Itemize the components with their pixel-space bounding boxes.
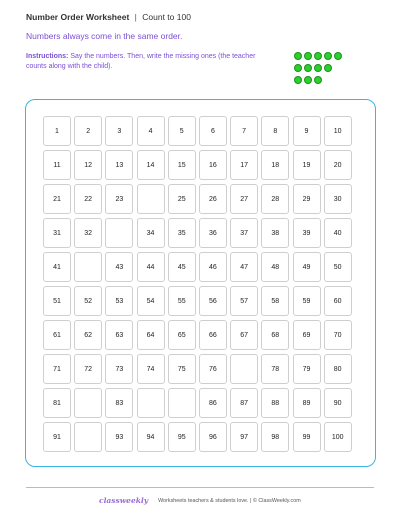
number-cell: 28 bbox=[261, 184, 289, 214]
number-cell: 46 bbox=[199, 252, 227, 282]
blank-cell[interactable] bbox=[74, 388, 102, 418]
number-cell: 70 bbox=[324, 320, 352, 350]
number-cell: 34 bbox=[137, 218, 165, 248]
green-dot-icon bbox=[334, 52, 342, 60]
number-cell: 44 bbox=[137, 252, 165, 282]
header-separator: | bbox=[134, 12, 137, 22]
number-cell: 26 bbox=[199, 184, 227, 214]
number-cell: 50 bbox=[324, 252, 352, 282]
number-cell: 65 bbox=[168, 320, 196, 350]
blank-cell[interactable] bbox=[74, 252, 102, 282]
green-dot-icon bbox=[304, 52, 312, 60]
number-cell: 14 bbox=[137, 150, 165, 180]
green-dot-icon bbox=[324, 52, 332, 60]
number-cell: 47 bbox=[230, 252, 258, 282]
number-cell: 87 bbox=[230, 388, 258, 418]
footer-divider bbox=[26, 487, 374, 488]
number-cell: 40 bbox=[324, 218, 352, 248]
number-cell: 64 bbox=[137, 320, 165, 350]
number-cell: 66 bbox=[199, 320, 227, 350]
number-cell: 35 bbox=[168, 218, 196, 248]
green-dot-icon bbox=[294, 52, 302, 60]
number-cell: 10 bbox=[324, 116, 352, 146]
number-cell: 4 bbox=[137, 116, 165, 146]
number-cell: 23 bbox=[105, 184, 133, 214]
number-cell: 15 bbox=[168, 150, 196, 180]
number-cell: 63 bbox=[105, 320, 133, 350]
number-cell: 86 bbox=[199, 388, 227, 418]
number-cell: 55 bbox=[168, 286, 196, 316]
number-cell: 94 bbox=[137, 422, 165, 452]
number-cell: 31 bbox=[43, 218, 71, 248]
number-cell: 56 bbox=[199, 286, 227, 316]
blank-cell[interactable] bbox=[137, 184, 165, 214]
green-dot-icon bbox=[314, 76, 322, 84]
number-cell: 88 bbox=[261, 388, 289, 418]
number-cell: 16 bbox=[199, 150, 227, 180]
number-cell: 41 bbox=[43, 252, 71, 282]
footer bbox=[99, 496, 301, 505]
green-dot-icon bbox=[304, 64, 312, 72]
worksheet-header bbox=[26, 12, 376, 22]
number-cell: 79 bbox=[293, 354, 321, 384]
number-cell: 76 bbox=[199, 354, 227, 384]
number-cell: 22 bbox=[74, 184, 102, 214]
number-cell: 58 bbox=[261, 286, 289, 316]
blank-cell[interactable] bbox=[137, 388, 165, 418]
number-cell: 98 bbox=[261, 422, 289, 452]
number-cell: 38 bbox=[261, 218, 289, 248]
number-cell: 5 bbox=[168, 116, 196, 146]
number-cell: 54 bbox=[137, 286, 165, 316]
number-cell: 78 bbox=[261, 354, 289, 384]
number-cell: 7 bbox=[230, 116, 258, 146]
number-cell: 59 bbox=[293, 286, 321, 316]
blank-cell[interactable] bbox=[74, 422, 102, 452]
green-dot-icon bbox=[304, 76, 312, 84]
number-cell: 72 bbox=[74, 354, 102, 384]
number-cell: 93 bbox=[105, 422, 133, 452]
number-cell: 37 bbox=[230, 218, 258, 248]
number-cell: 95 bbox=[168, 422, 196, 452]
blank-cell[interactable] bbox=[105, 218, 133, 248]
number-cell: 73 bbox=[105, 354, 133, 384]
number-cell: 11 bbox=[43, 150, 71, 180]
number-cell: 67 bbox=[230, 320, 258, 350]
dot-row bbox=[294, 52, 344, 61]
number-cell: 36 bbox=[199, 218, 227, 248]
number-cell: 60 bbox=[324, 286, 352, 316]
number-cell: 62 bbox=[74, 320, 102, 350]
dot-row bbox=[294, 76, 344, 85]
number-cell: 1 bbox=[43, 116, 71, 146]
number-cell: 90 bbox=[324, 388, 352, 418]
number-cell: 48 bbox=[261, 252, 289, 282]
number-cell: 83 bbox=[105, 388, 133, 418]
number-cell: 3 bbox=[105, 116, 133, 146]
number-cell: 30 bbox=[324, 184, 352, 214]
instructions-label: Instructions: bbox=[26, 53, 69, 60]
blank-cell[interactable] bbox=[230, 354, 258, 384]
number-cell: 69 bbox=[293, 320, 321, 350]
number-cell: 51 bbox=[43, 286, 71, 316]
green-dot-icon bbox=[314, 52, 322, 60]
number-cell: 100 bbox=[324, 422, 352, 452]
instructions bbox=[26, 52, 271, 71]
number-cell: 43 bbox=[105, 252, 133, 282]
green-dot-icon bbox=[294, 76, 302, 84]
footer-text: Worksheets teachers & students love. | © ClassWeekly.com bbox=[158, 497, 301, 504]
number-cell: 74 bbox=[137, 354, 165, 384]
number-cell: 99 bbox=[293, 422, 321, 452]
number-cell: 29 bbox=[293, 184, 321, 214]
number-cell: 97 bbox=[230, 422, 258, 452]
green-dot-icon bbox=[314, 64, 322, 72]
number-cell: 91 bbox=[43, 422, 71, 452]
number-cell: 89 bbox=[293, 388, 321, 418]
number-cell: 12 bbox=[74, 150, 102, 180]
hundred-chart-grid bbox=[43, 116, 358, 454]
number-cell: 17 bbox=[230, 150, 258, 180]
number-cell: 81 bbox=[43, 388, 71, 418]
number-cell: 53 bbox=[105, 286, 133, 316]
number-cell: 13 bbox=[105, 150, 133, 180]
worksheet-title: Number Order Worksheet bbox=[26, 12, 130, 22]
worksheet-subtitle: Count to 100 bbox=[142, 12, 191, 22]
green-dot-icon bbox=[294, 64, 302, 72]
number-cell: 2 bbox=[74, 116, 102, 146]
number-cell: 80 bbox=[324, 354, 352, 384]
number-cell: 20 bbox=[324, 150, 352, 180]
number-cell: 27 bbox=[230, 184, 258, 214]
number-cell: 61 bbox=[43, 320, 71, 350]
green-dot-icon bbox=[324, 64, 332, 72]
blank-cell[interactable] bbox=[168, 388, 196, 418]
number-cell: 57 bbox=[230, 286, 258, 316]
number-cell: 9 bbox=[293, 116, 321, 146]
tagline: Numbers always come in the same order. bbox=[26, 31, 183, 41]
number-cell: 32 bbox=[74, 218, 102, 248]
brand-logo: classweekly bbox=[99, 496, 149, 505]
number-cell: 18 bbox=[261, 150, 289, 180]
number-cell: 25 bbox=[168, 184, 196, 214]
number-cell: 39 bbox=[293, 218, 321, 248]
dot-row bbox=[294, 64, 344, 73]
number-cell: 49 bbox=[293, 252, 321, 282]
number-cell: 21 bbox=[43, 184, 71, 214]
number-cell: 6 bbox=[199, 116, 227, 146]
number-cell: 52 bbox=[74, 286, 102, 316]
number-cell: 96 bbox=[199, 422, 227, 452]
number-cell: 68 bbox=[261, 320, 289, 350]
number-cell: 75 bbox=[168, 354, 196, 384]
number-cell: 71 bbox=[43, 354, 71, 384]
instructions-text: Say the numbers. Then, write the missing ones (the teacher counts along with the child). bbox=[26, 53, 256, 70]
number-cell: 8 bbox=[261, 116, 289, 146]
counting-dots-icon bbox=[294, 52, 344, 88]
number-cell: 19 bbox=[293, 150, 321, 180]
number-cell: 45 bbox=[168, 252, 196, 282]
